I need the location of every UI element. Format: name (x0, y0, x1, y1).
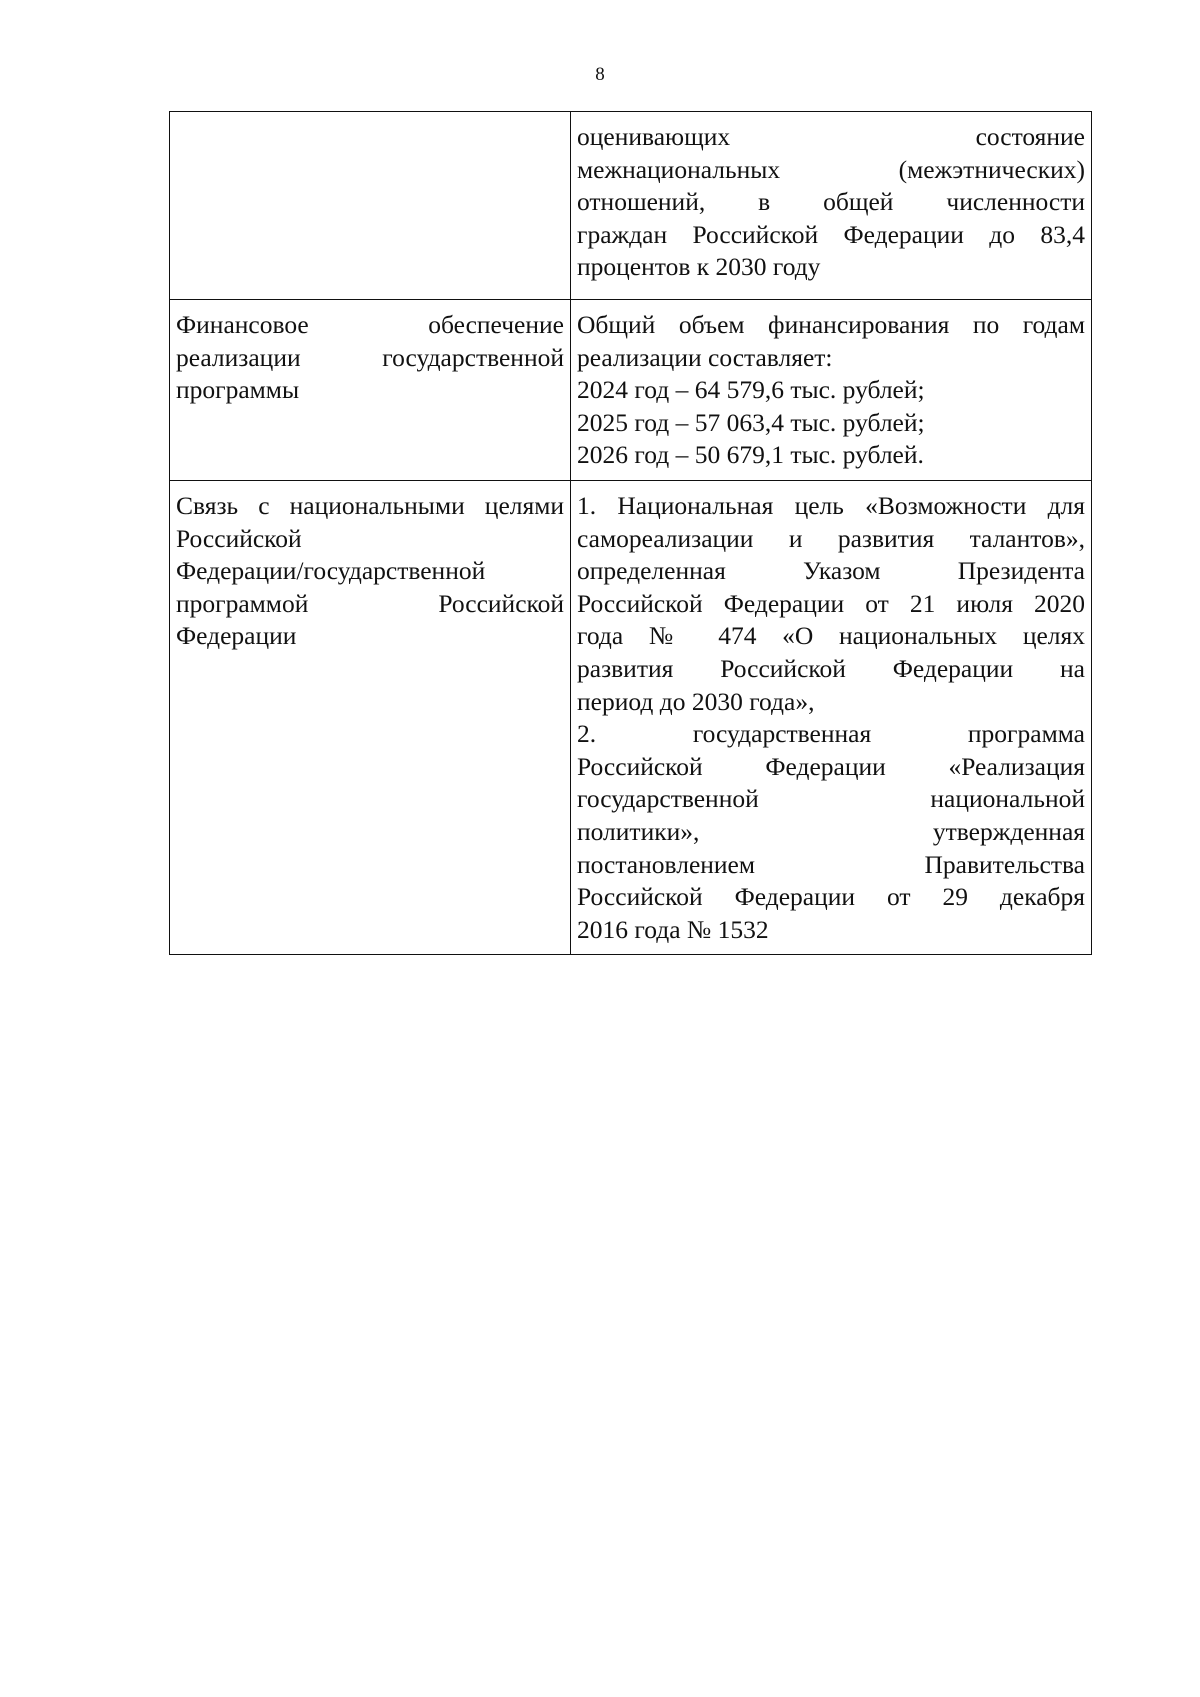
text-line: Связь с национальными целями (176, 490, 564, 520)
table-row (170, 480, 1092, 954)
text-line: 2016 года № 1532 (577, 914, 769, 944)
text-line: граждан Российской Федерации до 83,4 (577, 219, 1085, 249)
text-line: развития Российской Федерации на (577, 653, 1085, 683)
text-line: отношений, в общей численности (577, 187, 1085, 217)
text-line: 1. Национальная цель «Возможности для (577, 490, 1085, 520)
text-line: Федерации/государственной (176, 556, 486, 586)
text-line: программой Российской (176, 588, 564, 618)
text-line: Федерации (176, 621, 297, 651)
row-3-label-cell (170, 480, 571, 954)
text-line: политики», утвержденная (577, 816, 1085, 846)
text-line: Российской Федерации от 21 июля 2020 (577, 588, 1085, 618)
text-line: Российской (176, 523, 302, 553)
row-3-value-cell (571, 480, 1092, 954)
text-line: определенная Указом Президента (577, 556, 1085, 586)
passport-table (169, 111, 1092, 955)
text-line: постановлением Правительства (577, 849, 1085, 879)
text-line: процентов к 2030 году (577, 252, 821, 282)
text-line: Российской Федерации от 29 декабря (577, 882, 1085, 912)
text-line: государственной национальной (577, 784, 1085, 814)
text-line: период до 2030 года», (577, 686, 815, 716)
text-line: Российской Федерации «Реализация (577, 751, 1085, 781)
page-number: 8 (595, 64, 605, 85)
table-row (170, 300, 1092, 481)
text-line: 2025 год – 57 063,4 тыс. рублей; (577, 407, 925, 437)
text-line: самореализации и развития талантов», (577, 523, 1085, 553)
text-line: оценивающих состояние (577, 122, 1085, 151)
row-2-label-cell (170, 300, 571, 481)
text-line: реализации составляет: (577, 342, 833, 372)
text-line: межнациональных (межэтнических) (577, 154, 1085, 184)
text-line: 2. государственная программа (577, 719, 1085, 749)
row-1-label-cell (170, 112, 571, 300)
text-line: года № 474 «О национальных целях (577, 621, 1085, 651)
text-line: 2024 год – 64 579,6 тыс. рублей; (577, 375, 925, 405)
text-line: программы (176, 375, 300, 405)
text-line: Финансовое обеспечение (176, 310, 564, 339)
text-line: 2026 год – 50 679,1 тыс. рублей. (577, 440, 924, 470)
text-line: реализации государственной (176, 342, 564, 372)
row-1-value-cell (571, 112, 1092, 300)
text-line: Общий объем финансирования по годам (577, 310, 1085, 339)
row-2-value-cell (571, 300, 1092, 481)
table-row (170, 112, 1092, 300)
